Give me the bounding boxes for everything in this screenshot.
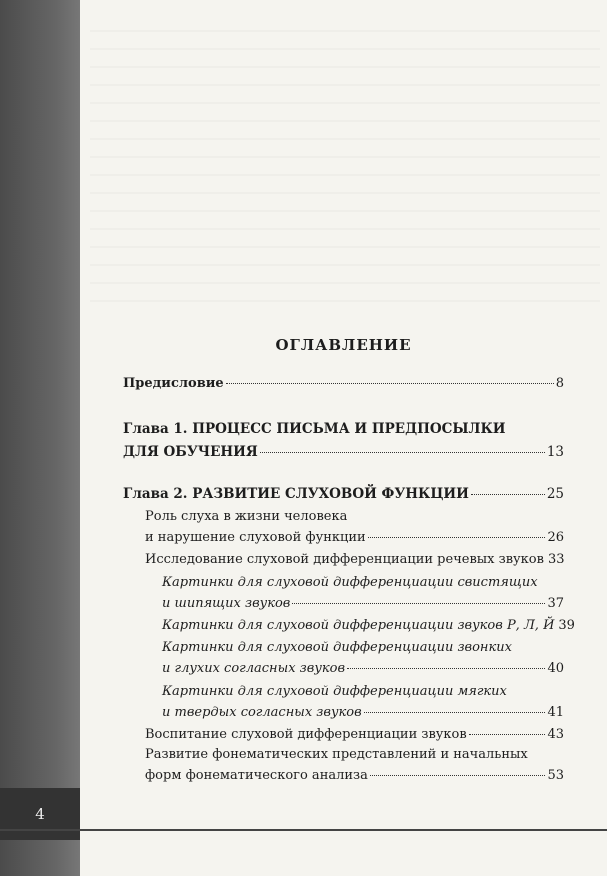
toc-entry-pictures-r-l-y: Картинки для слуховой дифференциации звуков Р, Л, Й 39 — [162, 618, 575, 633]
toc-entry-pictures-soft: Картинки для слуховой дифференциации мягких и твердых согласных звуков 41 — [162, 684, 564, 720]
toc-entry-chapter-2: Глава 2. РАЗВИТИЕ СЛУХОВОЙ ФУНКЦИИ 25 — [123, 486, 564, 502]
left-margin-bar — [0, 0, 80, 876]
toc-entry-chapter-1: Глава 1. ПРОЦЕСС ПИСЬМА И ПРЕДПОСЫЛКИ ДЛЯ ОБУЧЕНИЯ 13 — [123, 421, 564, 460]
toc-entry-research: Исследование слуховой дифференциации речевых звуков 33 — [145, 552, 565, 567]
toc-entry-hearing-role: Роль слуха в жизни человека и нарушение слуховой функции 26 — [145, 509, 564, 545]
toc-entry-education: Воспитание слуховой дифференциации звуков 43 — [145, 727, 564, 742]
page-number: 4 — [0, 788, 80, 840]
toc-entry-pictures-sibilants: Картинки для слуховой дифференциации свистящих и шипящих звуков 37 — [162, 575, 564, 611]
show-through-texture — [90, 30, 600, 310]
toc-entry-preface: Предисловие 8 — [123, 376, 564, 391]
toc-entry-phonematic: Развитие фонематических представлений и начальных форм фонематического анализа 53 — [145, 747, 564, 783]
toc-entry-pictures-voiced: Картинки для слуховой дифференциации звонких и глухих согласных звуков 40 — [162, 640, 564, 676]
bottom-rule — [0, 829, 607, 831]
toc-title: ОГЛАВЛЕНИЕ — [275, 336, 412, 354]
